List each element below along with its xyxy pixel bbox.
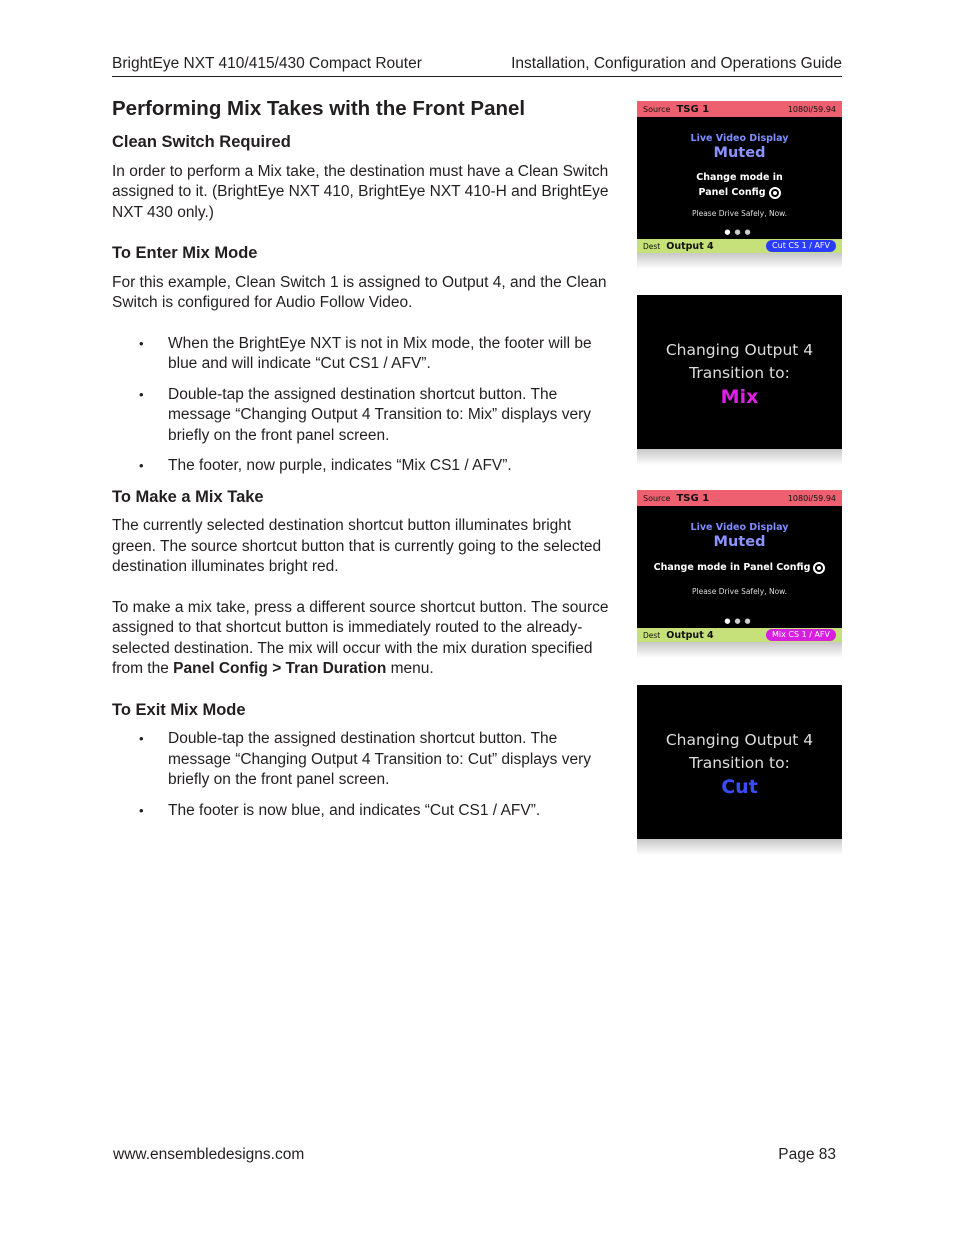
header-guide-title: Installation, Configuration and Operations Guide — [511, 55, 842, 72]
change-mode-text — [637, 560, 842, 575]
make-mix-text-2-end: menu. — [386, 660, 434, 677]
dot-icon: ● — [734, 228, 745, 236]
page-number: Page 83 — [778, 1146, 836, 1163]
source-label: Source — [643, 104, 671, 114]
change-mode-line: Change mode in Panel Config — [653, 562, 811, 573]
transition-message — [637, 295, 842, 449]
list-item: • The footer, now purple, indicates “Mix CS1 / AFV”. — [112, 456, 617, 477]
change-mode-text — [637, 170, 842, 200]
screen-header — [637, 490, 842, 506]
enter-mix-text: For this example, Clean Switch 1 is assigned to Output 4, and the Clean Switch is configured for Audio Follow Video. — [112, 273, 607, 311]
front-panel-screen-mix — [637, 490, 842, 642]
screen-footer — [637, 239, 842, 253]
video-format: 1080i/59.94 — [787, 104, 836, 114]
header-title: BrightEye NXT 410/415/430 Compact Router — [112, 55, 422, 72]
list-item: • Double-tap the assigned destination shortcut button. The message “Changing Output 4 Transition to: Cut” displays very briefly on the front panel screen. — [112, 729, 617, 791]
dest-label: Dest — [643, 241, 661, 251]
gear-icon — [769, 187, 781, 199]
source-label: Source — [643, 493, 671, 503]
page-dots — [637, 617, 842, 625]
muted-label: Muted — [713, 534, 766, 550]
live-video-label: Live Video Display — [690, 133, 789, 144]
exit-mix-bullets — [112, 729, 617, 821]
menu-path: Panel Config > Tran Duration — [173, 660, 387, 677]
live-video-label: Live Video Display — [690, 522, 789, 533]
transition-mode: Cut — [721, 776, 758, 798]
dot-icon: ● — [744, 228, 755, 236]
section-heading-make-mix: To Make a Mix Take — [112, 487, 264, 506]
dest-value: Output 4 — [666, 240, 714, 252]
page-title: Performing Mix Takes with the Front Panel — [112, 97, 526, 120]
transition-mode: Mix — [720, 386, 759, 408]
screen-shadow — [637, 253, 842, 269]
front-panel-screen-transition-mix — [637, 295, 842, 449]
section-heading-clean-switch: Clean Switch Required — [112, 133, 291, 151]
dot-active-icon: ● — [724, 228, 735, 236]
screen-shadow — [637, 839, 842, 855]
section-heading-exit-mix: To Exit Mix Mode — [112, 700, 246, 719]
transition-line-1: Changing Output 4 — [665, 731, 814, 749]
enter-mix-bullets — [112, 334, 617, 477]
dot-icon: ● — [734, 617, 745, 625]
front-panel-screen-cut — [637, 101, 842, 253]
transition-message — [637, 685, 842, 839]
screen-body — [637, 117, 842, 239]
list-item: • Double-tap the assigned destination shortcut button. The message “Changing Output 4 Transition to: Mix” displays very briefly on the front panel screen. — [112, 385, 617, 447]
drive-safely-text: Please Drive Safely, Now. — [691, 209, 788, 218]
make-mix-text-2 — [112, 598, 617, 680]
footer-website: www.ensembledesigns.com — [113, 1146, 305, 1163]
source-value: TSG 1 — [676, 103, 710, 115]
status-screen — [637, 101, 842, 253]
dot-active-icon: ● — [724, 617, 735, 625]
source-value: TSG 1 — [676, 492, 710, 504]
dot-icon: ● — [744, 617, 755, 625]
transition-line-1: Changing Output 4 — [665, 341, 814, 359]
list-item: • The footer is now blue, and indicates “Cut CS1 / AFV”. — [112, 801, 617, 822]
video-format: 1080i/59.94 — [787, 493, 836, 503]
screen-shadow — [637, 449, 842, 465]
change-mode-line-2: Panel Config — [698, 187, 766, 198]
make-mix-text-2-start: To make a mix take, press a different source shortcut button. The source assigned to that shortcut button is immediately routed to the already-selected destination. The mix will occur with the mix duration specified from the — [112, 598, 609, 677]
clean-switch-text: In order to perform a Mix take, the destination must have a Clean Switch assigned to it. (BrightEye NXT 410, BrightEye NXT 410-H and BrightEye NXT 430 only.) — [112, 162, 609, 221]
muted-label: Muted — [713, 145, 766, 161]
screen-shadow — [637, 642, 842, 658]
status-screen — [637, 490, 842, 642]
transition-line-2: Transition to: — [689, 364, 790, 382]
main-content — [112, 96, 617, 831]
front-panel-screen-transition-cut — [637, 685, 842, 839]
dest-value: Output 4 — [666, 629, 714, 641]
change-mode-line-2-row — [637, 185, 842, 200]
screen-body — [637, 506, 842, 628]
header-divider — [112, 76, 842, 77]
screen-header — [637, 101, 842, 117]
change-mode-line-1: Change mode in — [696, 172, 783, 183]
screen-footer — [637, 628, 842, 642]
transition-mode-badge: Cut CS 1 / AFV — [766, 240, 836, 252]
dest-label: Dest — [643, 630, 661, 640]
make-mix-text-1: The currently selected destination shortcut button illuminates bright green. The source shortcut button that is currently going to the selected destination illuminates bright red. — [112, 517, 602, 575]
section-heading-enter-mix: To Enter Mix Mode — [112, 244, 258, 262]
drive-safely-text: Please Drive Safely, Now. — [691, 587, 788, 596]
list-item: • When the BrightEye NXT is not in Mix mode, the footer will be blue and will indicate “Cut CS1 / AFV”. — [112, 334, 617, 375]
gear-icon — [813, 562, 825, 574]
page-dots — [637, 228, 842, 236]
transition-mode-badge: Mix CS 1 / AFV — [766, 629, 836, 641]
transition-line-2: Transition to: — [689, 754, 790, 772]
